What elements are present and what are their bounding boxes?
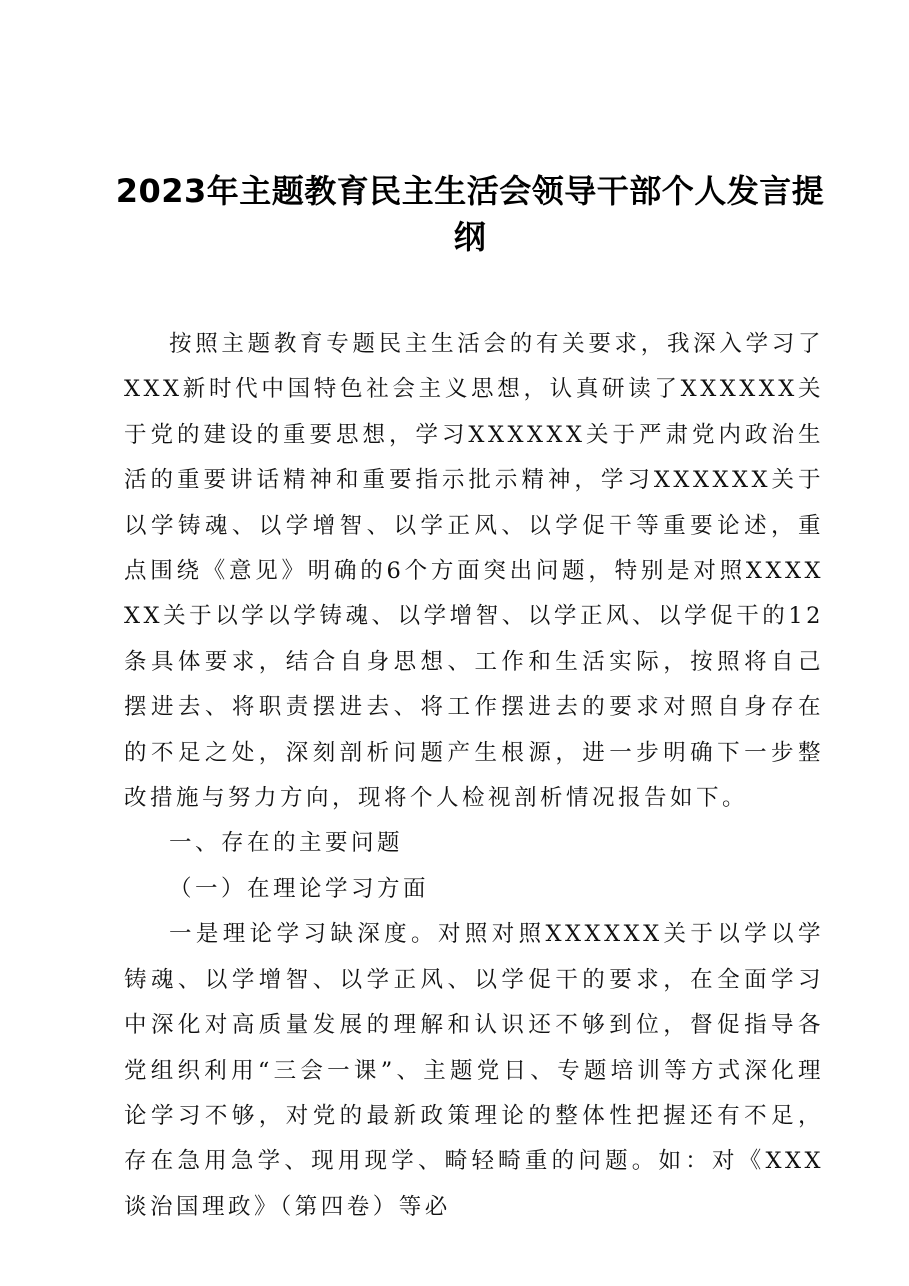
document-body (124, 322, 824, 1230)
paragraph-theory-study: 一是理论学习缺深度。对照对照XXXXXX关于以学以学铸魂、以学增智、以学正风、以学促干的要求，在全面学习中深化对高质量发展的理解和认识还不够到位，督促指导各党组织利用“三会一课”、主题党日、专题培训等方式深化理论学习不够，对党的最新政策理论的整体性把握还有不足，存在急用急学、现用现学、畸轻畸重的问题。如：对《XXX谈治国理政》（第四卷）等必 (124, 921, 824, 1220)
document-title: 2023年主题教育民主生活会领导干部个人发言提纲 (115, 172, 825, 256)
subsection-heading: （一）在理论学习方面 (169, 875, 430, 902)
section-heading: 一、存在的主要问题 (169, 830, 404, 857)
paragraph-intro: 按照主题教育专题民主生活会的有关要求，我深入学习了XXX新时代中国特色社会主义思想，认真研读了XXXXXX关于党的建设的重要思想，学习XXXXXX关于严肃党内政治生活的重要讲话精神和重要指示批示精神，学习XXXXXX关于以学铸魂、以学增智、以学正风、以学促干等重要论述，重点围绕《意见》明确的6个方面突出问题，特别是对照XXXXXX关于以学以学铸魂、以学增智、以学正风、以学促干的12条具体要求，结合自身思想、工作和生活实际，按照将自己摆进去、将职责摆进去、将工作摆进去的要求对照自身存在的不足之处，深刻剖析问题产生根源，进一步明确下一步整改措施与努力方向，现将个人检视剖析情况报告如下。 (124, 331, 824, 812)
